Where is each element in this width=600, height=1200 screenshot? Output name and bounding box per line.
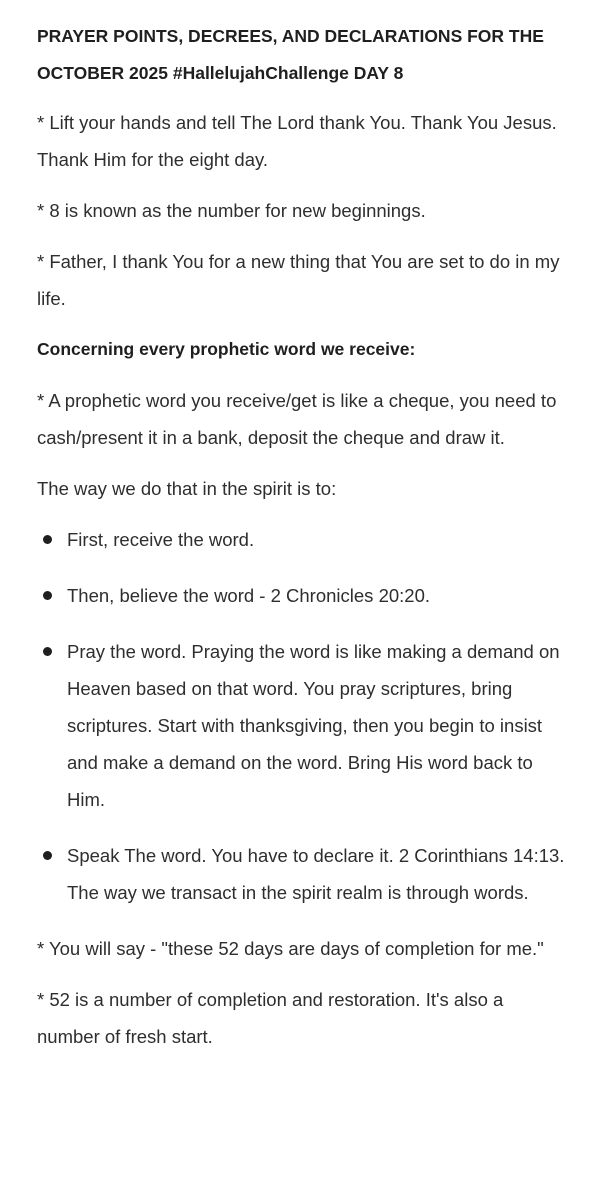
bullet-dot-icon	[43, 851, 52, 860]
intro-paragraph-number-eight: * 8 is known as the number for new beginnings.	[37, 200, 426, 221]
bullet-dot-icon	[43, 591, 52, 600]
bullet-dot-icon	[43, 647, 52, 656]
paragraph-the-way: The way we do that in the spirit is to:	[37, 478, 337, 499]
list-item-text: First, receive the word.	[67, 529, 255, 550]
section-heading: Concerning every prophetic word we receive:	[37, 339, 416, 359]
list-item	[37, 521, 567, 558]
list-item-text: Speak The word. You have to declare it. 2 Corinthians 14:13. The way we transact in the spirit realm is through words.	[67, 845, 565, 903]
article	[37, 18, 567, 1069]
list-item	[37, 633, 567, 818]
list-item-text: Then, believe the word - 2 Chronicles 20:20.	[67, 585, 431, 606]
article-title: PRAYER POINTS, DECREES, AND DECLARATIONS FOR THE OCTOBER 2025 #HallelujahChallenge DAY 8	[37, 26, 544, 83]
intro-paragraph-new-thing: * Father, I thank You for a new thing that You are set to do in my life.	[37, 251, 560, 309]
paragraph-cheque: * A prophetic word you receive/get is like a cheque, you need to cash/present it in a bank, deposit the cheque and draw it.	[37, 390, 557, 448]
paragraph-number-52: * 52 is a number of completion and restoration. It's also a number of fresh start.	[37, 989, 504, 1047]
intro-paragraph-thanks: * Lift your hands and tell The Lord thank You. Thank You Jesus. Thank Him for the eight day.	[37, 112, 557, 170]
paragraph-declaration: * You will say - "these 52 days are days of completion for me."	[37, 938, 544, 959]
steps-list	[37, 521, 567, 911]
list-item	[37, 837, 567, 911]
list-item	[37, 577, 567, 614]
bullet-dot-icon	[43, 535, 52, 544]
list-item-text: Pray the word. Praying the word is like making a demand on Heaven based on that word. You pray scriptures, bring scriptures. Start with thanksgiving, then you begin to insist and make a demand on the word. Bring His word back to Him.	[67, 641, 560, 810]
